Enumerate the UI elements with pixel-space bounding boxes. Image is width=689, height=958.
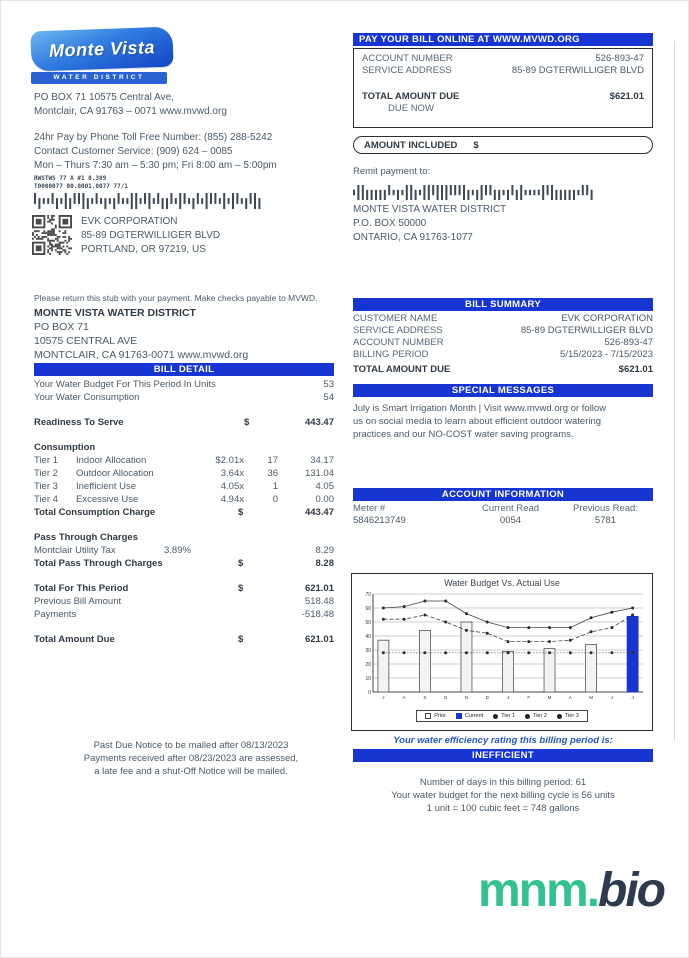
legend-tier2	[525, 713, 547, 719]
readiness-row	[34, 416, 334, 429]
efficiency-rating-caption: Your water efficiency rating this billing period is:	[393, 735, 613, 746]
budget-value: 53	[323, 379, 334, 390]
total-amount-due-value: $621.01	[609, 91, 644, 102]
previous-bill-label: Previous Bill Amount	[34, 596, 122, 607]
summary-service-value: 85-89 DGTERWILLIGER BLVD	[520, 325, 653, 336]
tier2-amount: 131.04	[304, 468, 334, 479]
billing-cycle-notes	[353, 776, 653, 815]
legend-current-label: Current	[464, 713, 484, 719]
page-edge-line	[674, 41, 675, 741]
tier4-amount: 0.00	[315, 494, 334, 505]
past-due-line1: Past Due Notice to be mailed after 08/13/2023	[93, 740, 289, 751]
legend-tier3-label: Tier 3	[564, 713, 579, 719]
payee-line4: MONTCLAIR, CA 91763-0071 www.mvwd.org	[34, 349, 249, 361]
tier1-rate: $2.01x	[215, 455, 244, 466]
svg-text:F: F	[527, 695, 531, 700]
summary-row	[353, 349, 653, 361]
tier2-rate: 3.64x	[220, 468, 244, 479]
past-due-line3: a late fee and a shut-Off Notice will be mailed.	[94, 766, 288, 777]
utility-tax-value: 8.29	[315, 545, 334, 556]
tier2-dot-icon	[525, 714, 530, 719]
svg-text:S: S	[423, 695, 427, 700]
water-budget-chart	[356, 590, 650, 709]
total-due-value: 621.01	[304, 634, 334, 645]
tier4-qty: 0	[272, 494, 278, 505]
svg-text:60: 60	[365, 605, 371, 612]
legend-tier2-label: Tier 2	[533, 713, 547, 719]
efficiency-rating-badge: INEFFICIENT	[353, 749, 653, 762]
total-pass-value: 8.28	[315, 558, 334, 569]
total-period-currency: $	[238, 583, 244, 594]
tier1-qty: 17	[267, 455, 278, 466]
logo-title: Monte Vista	[48, 36, 156, 61]
mail-sort-codes	[34, 175, 128, 190]
total-period-row	[34, 582, 334, 595]
monte-vista-logo	[31, 29, 173, 84]
special-messages-header: SPECIAL MESSAGES	[353, 384, 653, 397]
current-read-value: 0054	[499, 515, 522, 526]
total-pass-row	[34, 557, 334, 570]
customer-name-value: EVK CORPORATION	[561, 313, 653, 324]
phone-line1: 24hr Pay by Phone Toll Free Number: (855) 288-5242	[34, 132, 273, 143]
consumption-units-row	[34, 391, 334, 404]
summary-row	[353, 325, 653, 337]
phone-line3: Mon – Thurs 7:30 am – 5:30 pm; Fri 8:00 am – 5:00pm	[34, 160, 277, 171]
svg-text:J: J	[382, 695, 385, 700]
payee-line3: 10575 CENTRAL AVE	[34, 335, 138, 347]
summary-account-label: ACCOUNT NUMBER	[353, 337, 444, 348]
summary-total-row	[353, 364, 653, 376]
summary-row	[353, 337, 653, 349]
billing-period-value: 5/15/2023 - 7/15/2023	[560, 349, 653, 360]
remit-label: Remit payment to:	[353, 166, 431, 177]
svg-text:N: N	[464, 695, 469, 700]
summary-total-label: TOTAL AMOUNT DUE	[353, 364, 451, 375]
meter-number-value: 5846213749	[353, 515, 406, 526]
special-message-body: July is Smart Irrigation Month | Visit www.mvwd.org or follow us on social media to learn about efficient outdoor watering practices and our NO-COST water saving programs.	[353, 403, 607, 440]
consumption-header: Consumption	[34, 442, 96, 453]
legend-prior-label: Prior	[434, 713, 446, 719]
summary-account-value: 526-893-47	[604, 337, 653, 348]
consumption-units-label: Your Water Consumption	[34, 392, 140, 403]
meter-value-row	[353, 515, 653, 527]
remit-name: MONTE VISTA WATER DISTRICT	[353, 204, 507, 215]
stub-note: Please return this stub with your payment. Make checks payable to MVWD.	[34, 293, 318, 303]
svg-text:A: A	[402, 695, 406, 700]
chart-title: Water Budget Vs. Actual Use	[444, 578, 560, 588]
recipient-city: PORTLAND, OR 97219, US	[81, 244, 206, 255]
legend-tier1-label: Tier 1	[501, 713, 516, 719]
tier1-desc: Indoor Allocation	[76, 455, 147, 466]
tier-row	[34, 480, 334, 493]
total-consumption-label: Total Consumption Charge	[34, 507, 156, 518]
mail-code-line2: T0000077 00.0001.0077 77/1	[34, 182, 128, 190]
payments-row	[34, 608, 334, 621]
prior-swatch-icon	[425, 713, 431, 719]
readiness-label: Readiness To Serve	[34, 417, 124, 428]
tier4-desc: Excessive Use	[76, 494, 139, 505]
tier1-amount: 34.17	[310, 455, 334, 466]
previous-read-value: 5781	[594, 515, 617, 526]
pay-online-header: PAY YOUR BILL ONLINE AT WWW.MVWD.ORG	[353, 33, 653, 46]
current-swatch-icon	[456, 713, 462, 719]
total-due-label: Total Amount Due	[34, 634, 115, 645]
summary-service-label: SERVICE ADDRESS	[353, 325, 443, 336]
legend-current	[456, 713, 483, 719]
utility-tax-label: Montclair Utility Tax	[34, 545, 116, 556]
payee-name: MONTE VISTA WATER DISTRICT	[34, 307, 196, 319]
mnm-bio-logo	[478, 863, 664, 918]
service-address-value: 85-89 DGTERWILLIGER BLVD	[511, 65, 644, 76]
payee-line2: PO BOX 71	[34, 321, 89, 333]
district-address-line2: Montclair, CA 91763 – 0071 www.mvwd.org	[34, 106, 227, 117]
svg-text:M: M	[589, 695, 593, 700]
recipient-address-block	[81, 215, 220, 257]
account-information-section	[353, 503, 653, 527]
utility-tax-rate: 3.89%	[164, 545, 191, 556]
utility-tax-row	[34, 544, 334, 557]
payments-value: -518.48	[301, 609, 334, 620]
bill-detail-header: BILL DETAIL	[34, 363, 334, 376]
svg-text:30: 30	[365, 647, 371, 654]
total-due-row	[34, 633, 334, 646]
tier-row	[34, 454, 334, 467]
phone-line2: Contact Customer Service: (909) 624 – 0085	[34, 146, 233, 157]
tier3-dot-icon	[557, 714, 562, 719]
tier3-desc: Inefficient Use	[76, 481, 137, 492]
next-budget-line: Your water budget for the next billing cycle is 56 units	[391, 790, 615, 801]
tier3-name: Tier 3	[34, 481, 58, 492]
previous-bill-value: 518.48	[304, 596, 334, 607]
legend-tier1	[493, 713, 515, 719]
account-number-row	[362, 53, 644, 65]
meter-number-header: Meter #	[353, 503, 386, 514]
unit-conversion-line: 1 unit = 100 cubic feet = 748 gallons	[426, 803, 580, 814]
billing-period-label: BILLING PERIOD	[353, 349, 429, 360]
contact-block	[34, 131, 277, 173]
past-due-line2: Payments received after 08/23/2023 are assessed,	[83, 753, 299, 764]
tier4-name: Tier 4	[34, 494, 58, 505]
amount-included-label: AMOUNT INCLUDED	[364, 139, 458, 151]
tier-row	[34, 493, 334, 506]
tier2-qty: 36	[267, 468, 278, 479]
mail-code-line1: RWSTWS 77 A #1 0.389	[34, 175, 107, 182]
remit-address-block	[353, 203, 506, 245]
tier1-dot-icon	[493, 714, 498, 719]
svg-text:A: A	[568, 695, 572, 700]
total-pass-currency: $	[238, 558, 244, 569]
tier3-amount: 4.05	[315, 481, 334, 492]
mnm-logo-prefix: mnm.	[478, 864, 599, 917]
consumption-units-value: 54	[323, 392, 334, 403]
payee-address-block	[34, 306, 248, 362]
svg-text:O: O	[443, 695, 448, 700]
svg-text:D: D	[485, 695, 489, 700]
payments-label: Payments	[34, 609, 77, 620]
total-amount-due-label: TOTAL AMOUNT DUE	[362, 91, 460, 102]
svg-text:J: J	[506, 695, 510, 700]
legend-tier3	[557, 713, 579, 719]
account-number-label: ACCOUNT NUMBER	[362, 53, 453, 64]
recipient-name: EVK CORPORATION	[81, 216, 178, 227]
qr-code	[32, 215, 72, 255]
legend-prior	[425, 713, 446, 719]
svg-text:40: 40	[365, 633, 371, 640]
readiness-currency: $	[244, 417, 250, 428]
readiness-value: 443.47	[304, 417, 334, 428]
svg-text:J: J	[610, 695, 613, 700]
total-period-value: 621.01	[304, 583, 334, 594]
amount-included-currency: $	[473, 139, 479, 151]
service-address-label: SERVICE ADDRESS	[362, 65, 452, 76]
tier2-name: Tier 2	[34, 468, 58, 479]
service-address-row	[362, 65, 644, 77]
budget-row	[34, 378, 334, 391]
total-consumption-currency: $	[238, 507, 244, 518]
previous-read-header: Previous Read:	[573, 503, 638, 514]
account-number-value: 526-893-47	[595, 53, 644, 64]
amount-included-box	[353, 136, 653, 154]
tier1-name: Tier 1	[34, 455, 58, 466]
chart-legend	[416, 710, 588, 722]
remit-barcode	[353, 185, 597, 200]
logo-subtitle: WATER DISTRICT	[31, 72, 167, 84]
svg-text:70: 70	[365, 591, 371, 598]
account-information-header: ACCOUNT INFORMATION	[353, 488, 653, 501]
due-now-label: DUE NOW	[388, 103, 434, 114]
tier4-rate: 4.94x	[220, 494, 244, 505]
tier3-qty: 1	[272, 481, 278, 492]
tier3-rate: 4.05x	[220, 481, 244, 492]
svg-text:M: M	[547, 695, 552, 700]
logo-ribbon	[30, 27, 173, 72]
water-budget-chart-box	[351, 573, 653, 731]
bill-summary-header: BILL SUMMARY	[353, 298, 653, 311]
past-due-note	[46, 739, 336, 778]
bill-detail-section	[34, 378, 334, 646]
remit-line3: ONTARIO, CA 91763-1077	[353, 232, 473, 243]
district-address-line1: PO BOX 71 10575 Central Ave,	[34, 92, 174, 103]
svg-text:J: J	[631, 695, 634, 700]
total-consumption-row	[34, 506, 334, 519]
recipient-street: 85-89 DGTERWILLIGER BLVD	[81, 230, 221, 241]
remit-line2: P.O. BOX 50000	[353, 218, 427, 229]
svg-text:50: 50	[365, 619, 371, 626]
days-in-period-line: Number of days in this billing period: 61	[419, 777, 587, 788]
total-period-label: Total For This Period	[34, 583, 129, 594]
summary-row	[353, 313, 653, 325]
tier2-desc: Outdoor Allocation	[76, 468, 154, 479]
pass-through-header: Pass Through Charges	[34, 532, 138, 543]
tier-row	[34, 467, 334, 480]
district-address-block	[34, 91, 227, 119]
intelligent-mail-barcode	[34, 193, 266, 209]
summary-total-value: $621.01	[618, 364, 653, 375]
budget-label: Your Water Budget For This Period In Units	[34, 379, 216, 390]
total-pass-label: Total Pass Through Charges	[34, 558, 163, 569]
svg-text:10: 10	[365, 675, 371, 682]
current-read-header: Current Read	[481, 503, 540, 514]
svg-text:0: 0	[368, 689, 371, 696]
total-consumption-value: 443.47	[304, 507, 334, 518]
customer-name-label: CUSTOMER NAME	[353, 313, 438, 324]
meter-header-row	[353, 503, 653, 515]
previous-bill-row	[34, 595, 334, 608]
total-due-currency: $	[238, 634, 244, 645]
total-amount-due-row	[362, 91, 644, 103]
bill-summary-section	[353, 313, 653, 376]
mnm-logo-suffix: bio	[598, 864, 664, 917]
amount-due-box	[353, 48, 653, 128]
svg-text:20: 20	[365, 661, 371, 668]
